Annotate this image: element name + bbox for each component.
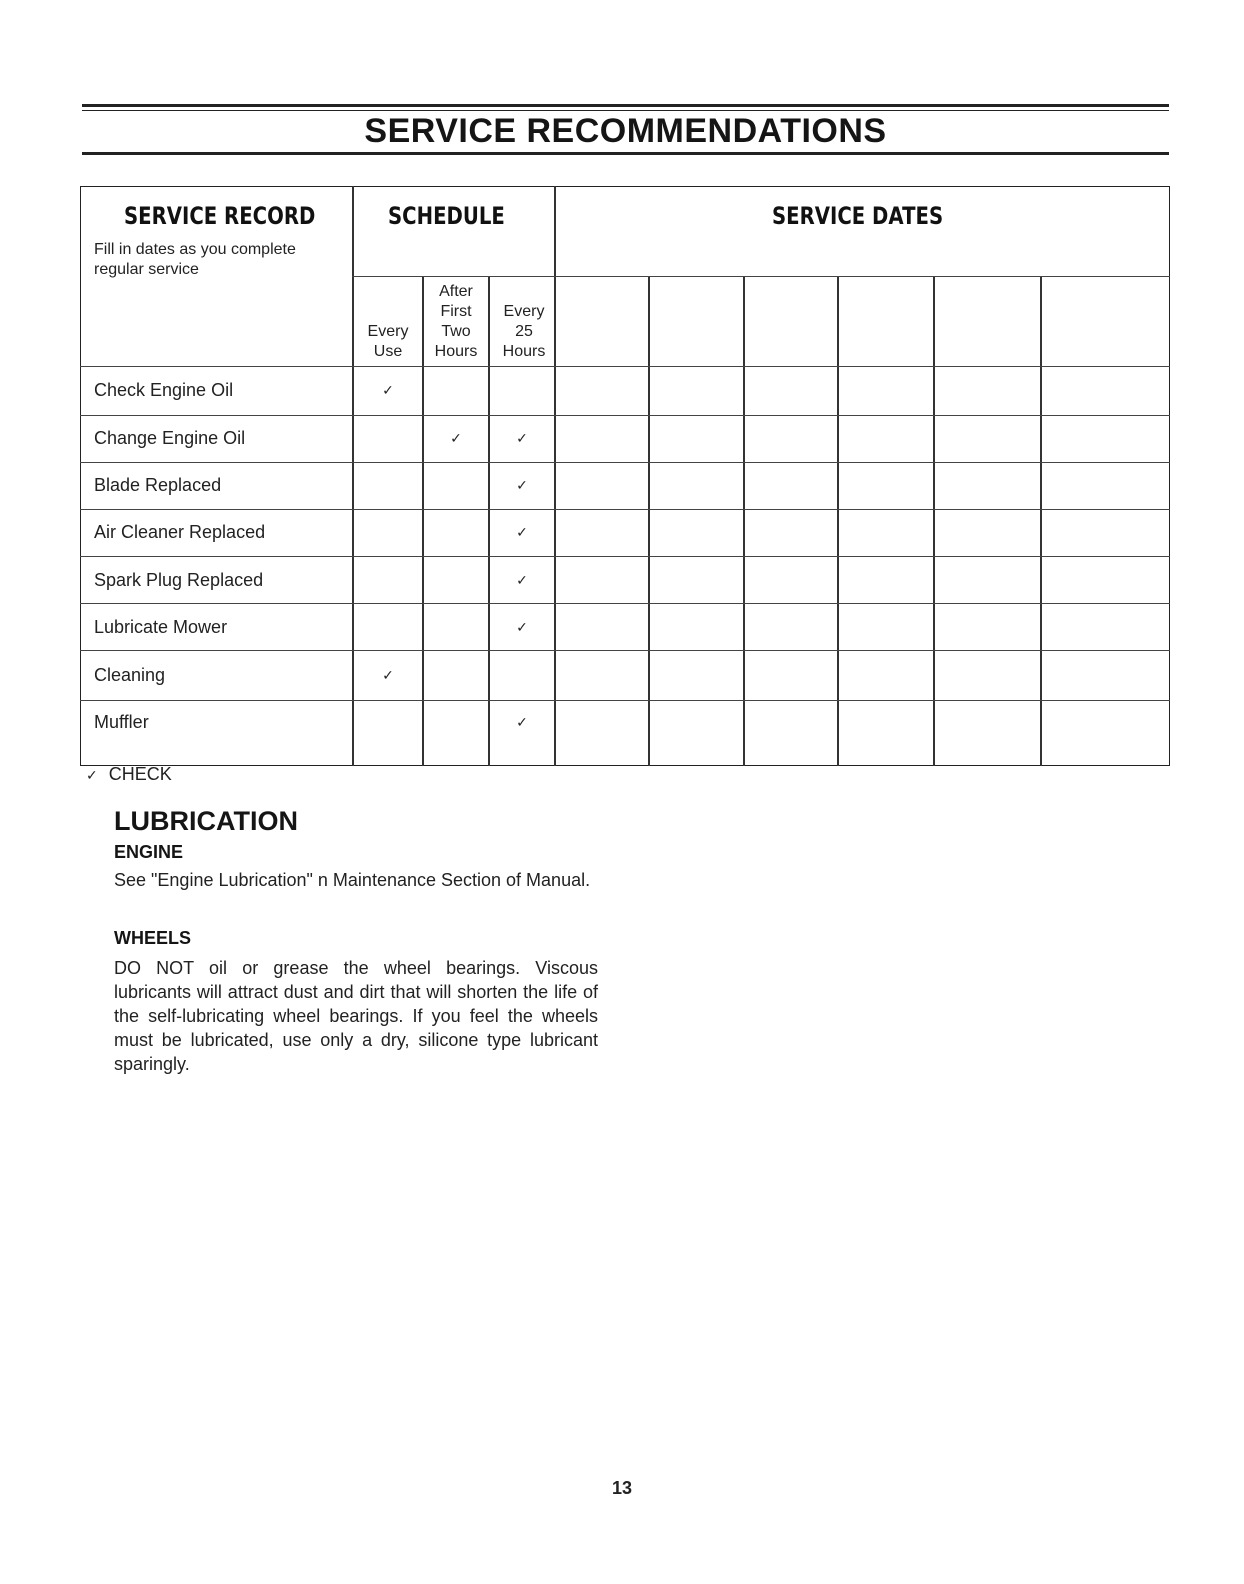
- check-mark: ✓: [516, 572, 528, 588]
- page-title: SERVICE RECOMMENDATIONS: [364, 112, 887, 150]
- check-mark: ✓: [516, 524, 528, 540]
- check-legend-symbol: ✓: [86, 767, 98, 783]
- col-divider: [352, 186, 354, 766]
- date-col-divider: [1040, 276, 1042, 766]
- date-col-divider: [743, 276, 745, 766]
- check-legend: [86, 764, 172, 785]
- col-every-25-hours: Every 25 Hours: [502, 303, 546, 360]
- row-line: [80, 462, 1170, 463]
- wheels-text: DO NOT oil or grease the wheel bearings. Viscous lubricants will attract dust and dirt that will shorten the life of the self-lubricating wheel bearings. If you feel the wheels must be lubricated, use only a dry, silicone type lubricant sparingly.: [114, 958, 598, 1074]
- check-mark: ✓: [450, 430, 462, 446]
- service-dates-heading: SERVICE DATES: [772, 202, 944, 230]
- wheels-heading: WHEELS: [114, 928, 192, 948]
- engine-text: See "Engine Lubrication" n Maintenance Section of Manual.: [114, 870, 591, 890]
- row-line: [80, 366, 1170, 367]
- col-divider: [488, 276, 490, 766]
- col-after-two-hours: After First Two Hours: [434, 283, 478, 360]
- check-mark: ✓: [382, 382, 394, 398]
- task-label: Air Cleaner Replaced: [94, 522, 266, 542]
- page-number: 13: [611, 1478, 633, 1498]
- task-label: Muffler: [94, 712, 149, 732]
- row-line: [80, 603, 1170, 604]
- check-mark: ✓: [516, 619, 528, 635]
- row-line: [80, 556, 1170, 557]
- task-label: Cleaning: [94, 665, 166, 685]
- schedule-heading: SCHEDULE: [388, 202, 505, 230]
- date-col-divider: [933, 276, 935, 766]
- date-col-divider: [648, 276, 650, 766]
- title-rule-top: [82, 104, 1169, 107]
- service-table: [80, 186, 1170, 766]
- check-mark: ✓: [516, 714, 528, 730]
- row-line: [80, 700, 1170, 701]
- col-divider: [422, 276, 424, 766]
- lubrication-title: LUBRICATION: [114, 806, 298, 836]
- check-legend-label: CHECK: [108, 764, 172, 784]
- title-rule-mid: [82, 110, 1169, 111]
- col-every-use: Every Use: [367, 323, 409, 360]
- header-split-line: [352, 276, 1170, 277]
- task-label: Check Engine Oil: [94, 380, 234, 400]
- check-mark: ✓: [516, 477, 528, 493]
- row-line: [80, 415, 1170, 416]
- row-line: [80, 509, 1170, 510]
- service-record-heading: SERVICE RECORD: [124, 202, 316, 230]
- col-divider: [554, 186, 556, 766]
- task-label: Lubricate Mower: [94, 617, 228, 637]
- task-label: Change Engine Oil: [94, 428, 246, 448]
- engine-heading: ENGINE: [114, 842, 184, 862]
- date-col-divider: [837, 276, 839, 766]
- check-mark: ✓: [516, 430, 528, 446]
- check-mark: ✓: [382, 667, 394, 683]
- task-label: Blade Replaced: [94, 475, 222, 495]
- task-label: Spark Plug Replaced: [94, 570, 264, 590]
- title-rule-bottom: [82, 152, 1169, 155]
- row-line: [80, 650, 1170, 651]
- service-record-note: Fill in dates as you complete regular service: [94, 241, 296, 278]
